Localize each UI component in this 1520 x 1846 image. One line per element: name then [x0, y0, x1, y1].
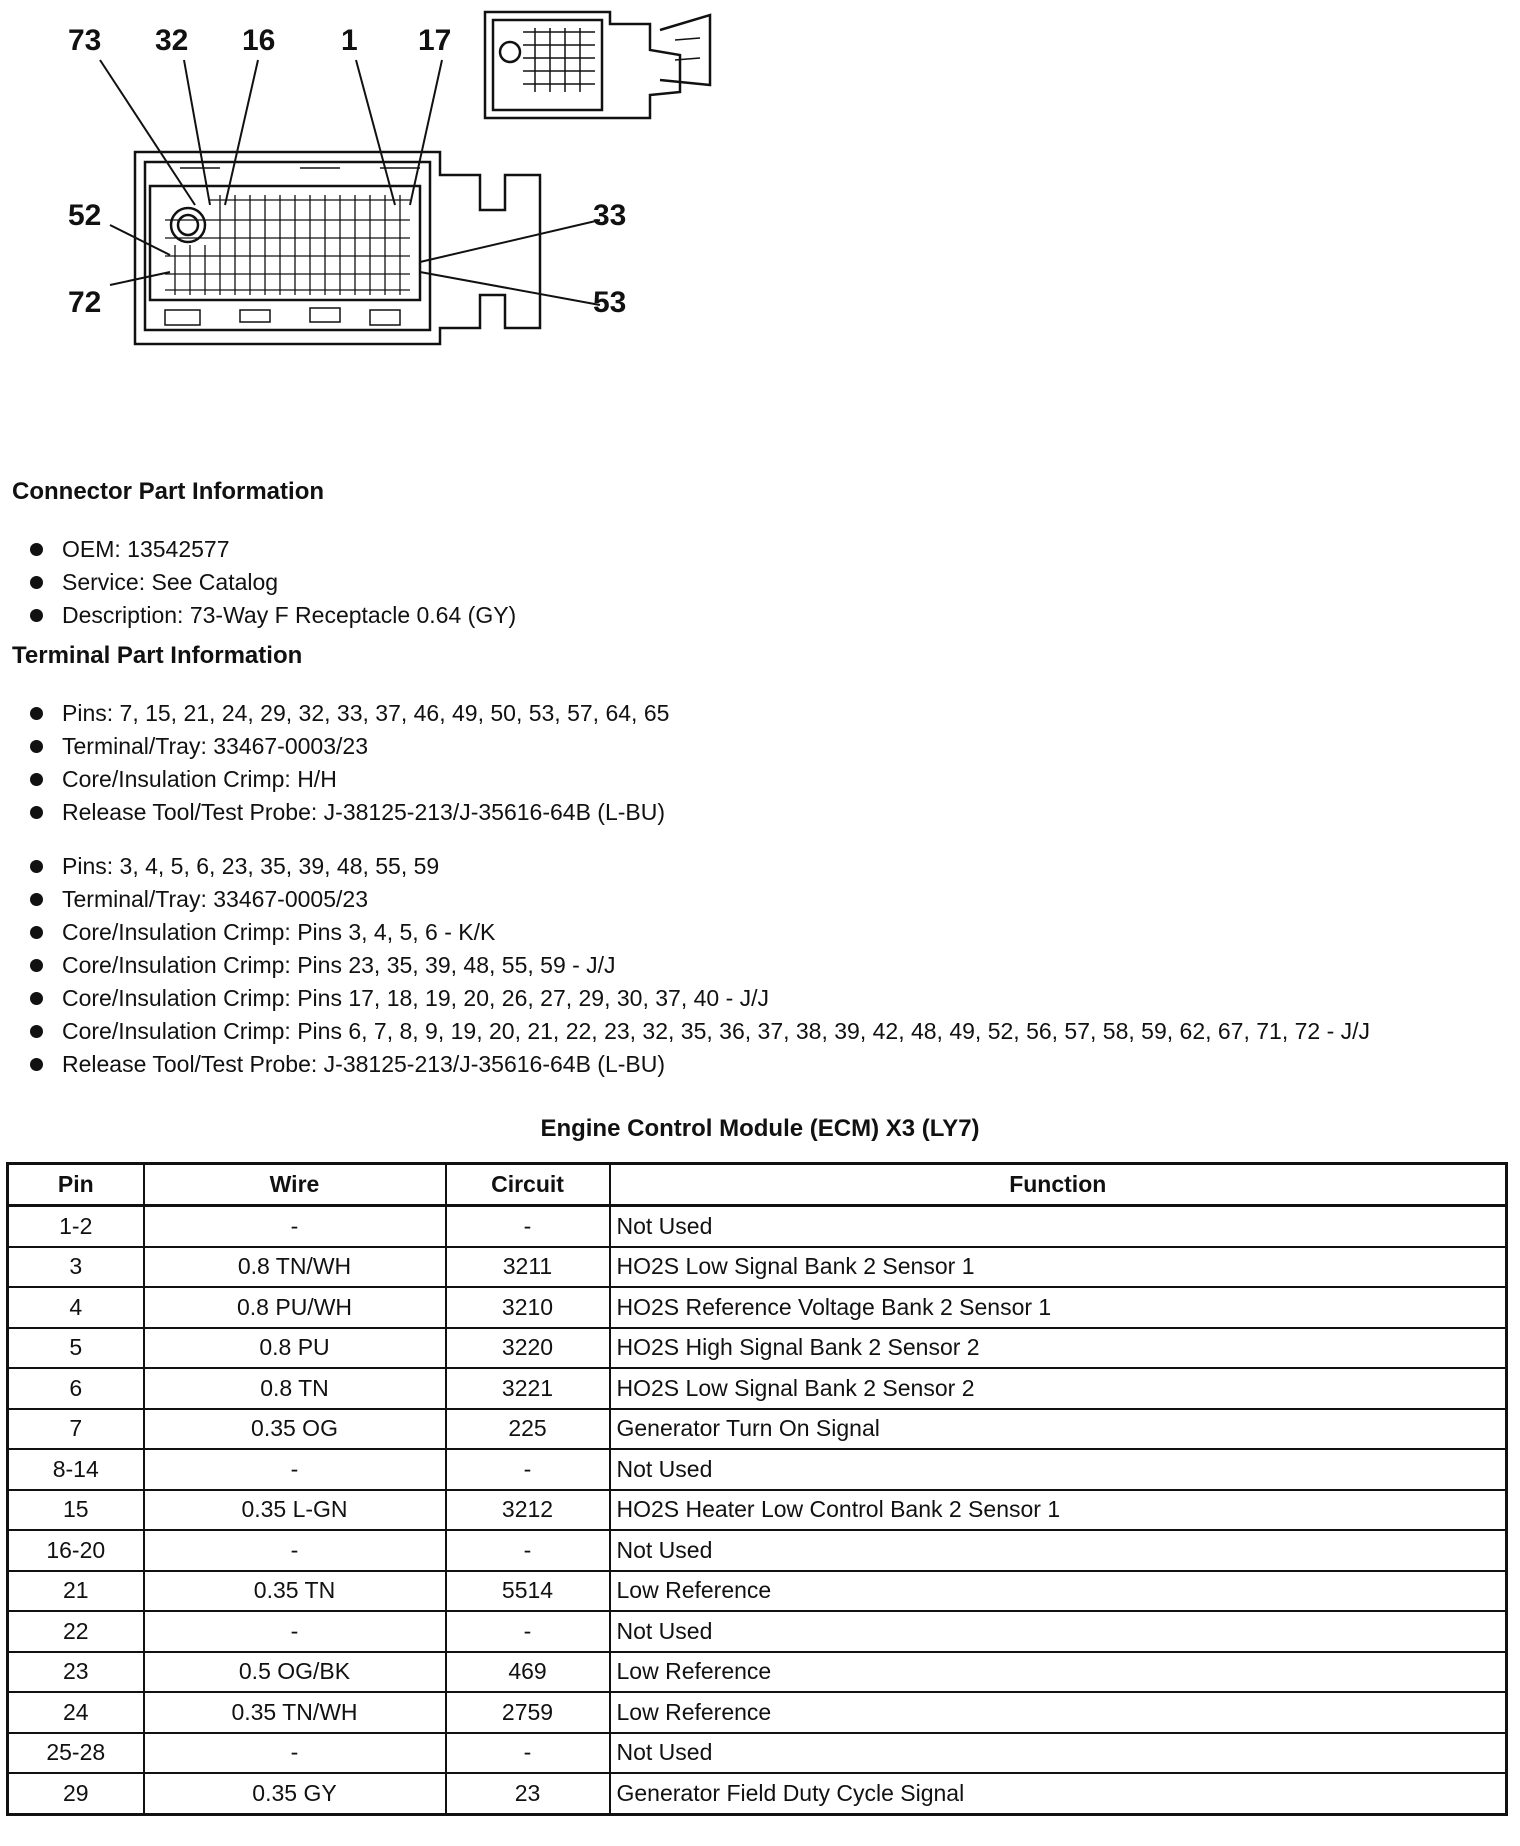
cell-function: HO2S Low Signal Bank 2 Sensor 1	[610, 1247, 1507, 1288]
terminal-info-list-1	[30, 697, 669, 829]
callout-17: 17	[418, 24, 452, 57]
terminal-section-title: Terminal Part Information	[12, 642, 303, 669]
list-item: Core/Insulation Crimp: Pins 23, 35, 39, 48, 55, 59 - J/J	[30, 949, 1370, 982]
cell-pin: 29	[8, 1773, 144, 1814]
cell-function: Generator Field Duty Cycle Signal	[610, 1773, 1507, 1814]
connector-section-title: Connector Part Information	[12, 478, 325, 505]
list-item: Core/Insulation Crimp: Pins 17, 18, 19, 20, 26, 27, 29, 30, 37, 40 - J/J	[30, 982, 1370, 1015]
bullet-icon	[30, 740, 43, 753]
bullet-icon	[30, 893, 43, 906]
cell-wire: 0.35 GY	[144, 1773, 446, 1814]
table-row	[8, 1571, 1507, 1612]
cell-function: Not Used	[610, 1449, 1507, 1490]
cell-circuit: 469	[446, 1652, 610, 1693]
callout-72: 72	[68, 286, 102, 319]
table-row	[8, 1692, 1507, 1733]
cell-function: HO2S Low Signal Bank 2 Sensor 2	[610, 1368, 1507, 1409]
table-row	[8, 1773, 1507, 1814]
bullet-icon	[30, 773, 43, 786]
callout-52: 52	[68, 199, 102, 232]
cell-circuit: 3210	[446, 1287, 610, 1328]
cell-pin: 25-28	[8, 1733, 144, 1774]
cell-circuit: 5514	[446, 1571, 610, 1612]
table-header-row	[8, 1164, 1507, 1206]
cell-wire: 0.5 OG/BK	[144, 1652, 446, 1693]
bullet-icon	[30, 926, 43, 939]
table-row	[8, 1368, 1507, 1409]
header-wire: Wire	[144, 1164, 446, 1206]
cell-function: HO2S High Signal Bank 2 Sensor 2	[610, 1328, 1507, 1369]
table-row	[8, 1206, 1507, 1247]
cell-function: Generator Turn On Signal	[610, 1409, 1507, 1450]
cell-function: HO2S Heater Low Control Bank 2 Sensor 1	[610, 1490, 1507, 1531]
cell-function: Not Used	[610, 1530, 1507, 1571]
cell-wire: -	[144, 1530, 446, 1571]
cell-wire: 0.8 TN	[144, 1368, 446, 1409]
cell-wire: 0.8 TN/WH	[144, 1247, 446, 1288]
bullet-icon	[30, 860, 43, 873]
callout-33: 33	[593, 199, 627, 232]
header-pin: Pin	[8, 1164, 144, 1206]
cell-circuit: -	[446, 1530, 610, 1571]
cell-function: HO2S Reference Voltage Bank 2 Sensor 1	[610, 1287, 1507, 1328]
list-item: Release Tool/Test Probe: J-38125-213/J-35616-64B (L-BU)	[30, 796, 669, 829]
bullet-icon	[30, 1058, 43, 1071]
cell-wire: 0.35 TN/WH	[144, 1692, 446, 1733]
cell-circuit: -	[446, 1206, 610, 1247]
cell-pin: 24	[8, 1692, 144, 1733]
cell-pin: 15	[8, 1490, 144, 1531]
list-item: Description: 73-Way F Receptacle 0.64 (GY)	[30, 599, 516, 632]
list-item: Release Tool/Test Probe: J-38125-213/J-35616-64B (L-BU)	[30, 1048, 1370, 1081]
cell-wire: 0.35 OG	[144, 1409, 446, 1450]
table-row	[8, 1490, 1507, 1531]
bullet-icon	[30, 1025, 43, 1038]
cell-function: Low Reference	[610, 1652, 1507, 1693]
header-circuit: Circuit	[446, 1164, 610, 1206]
cell-pin: 22	[8, 1611, 144, 1652]
cell-function: Not Used	[610, 1733, 1507, 1774]
cell-circuit: -	[446, 1449, 610, 1490]
cell-pin: 23	[8, 1652, 144, 1693]
cell-function: Not Used	[610, 1611, 1507, 1652]
cell-circuit: 225	[446, 1409, 610, 1450]
bullet-icon	[30, 707, 43, 720]
list-item: OEM: 13542577	[30, 533, 516, 566]
bullet-icon	[30, 959, 43, 972]
cell-pin: 1-2	[8, 1206, 144, 1247]
callout-16: 16	[242, 24, 276, 57]
terminal-info-list-2	[30, 850, 1370, 1081]
list-item: Terminal/Tray: 33467-0005/23	[30, 883, 1370, 916]
cell-circuit: 23	[446, 1773, 610, 1814]
table-row	[8, 1611, 1507, 1652]
cell-pin: 3	[8, 1247, 144, 1288]
cell-wire: 0.8 PU	[144, 1328, 446, 1369]
list-item: Core/Insulation Crimp: Pins 3, 4, 5, 6 - K/K	[30, 916, 1370, 949]
connector-info-list	[30, 533, 516, 632]
callout-32: 32	[155, 24, 189, 57]
table-title: Engine Control Module (ECM) X3 (LY7)	[540, 1115, 980, 1142]
connector-thumbnail	[485, 12, 710, 118]
cell-circuit: 3211	[446, 1247, 610, 1288]
cell-pin: 7	[8, 1409, 144, 1450]
cell-function: Low Reference	[610, 1692, 1507, 1733]
cell-pin: 4	[8, 1287, 144, 1328]
cell-pin: 16-20	[8, 1530, 144, 1571]
cell-circuit: 3220	[446, 1328, 610, 1369]
table-row	[8, 1530, 1507, 1571]
cell-wire: 0.35 L-GN	[144, 1490, 446, 1531]
cell-wire: 0.35 TN	[144, 1571, 446, 1612]
cell-wire: -	[144, 1206, 446, 1247]
cell-wire: -	[144, 1611, 446, 1652]
table-row	[8, 1287, 1507, 1328]
table-row	[8, 1328, 1507, 1369]
connector-diagram	[0, 0, 760, 380]
cell-pin: 6	[8, 1368, 144, 1409]
cell-function: Not Used	[610, 1206, 1507, 1247]
cell-wire: 0.8 PU/WH	[144, 1287, 446, 1328]
list-item: Pins: 7, 15, 21, 24, 29, 32, 33, 37, 46, 49, 50, 53, 57, 64, 65	[30, 697, 669, 730]
cell-circuit: 3221	[446, 1368, 610, 1409]
list-item: Pins: 3, 4, 5, 6, 23, 35, 39, 48, 55, 59	[30, 850, 1370, 883]
table-row	[8, 1652, 1507, 1693]
callout-1: 1	[341, 24, 358, 57]
cell-wire: -	[144, 1733, 446, 1774]
bullet-icon	[30, 806, 43, 819]
callout-53: 53	[593, 286, 627, 319]
cell-pin: 5	[8, 1328, 144, 1369]
bullet-icon	[30, 992, 43, 1005]
cell-pin: 21	[8, 1571, 144, 1612]
callout-73: 73	[68, 24, 102, 57]
table-row	[8, 1247, 1507, 1288]
table-row	[8, 1449, 1507, 1490]
cell-pin: 8-14	[8, 1449, 144, 1490]
list-item: Terminal/Tray: 33467-0003/23	[30, 730, 669, 763]
cell-circuit: -	[446, 1733, 610, 1774]
list-item: Service: See Catalog	[30, 566, 516, 599]
table-row	[8, 1409, 1507, 1450]
cell-circuit: 2759	[446, 1692, 610, 1733]
bullet-icon	[30, 609, 43, 622]
cell-function: Low Reference	[610, 1571, 1507, 1612]
pinout-table	[6, 1162, 1508, 1816]
cell-circuit: -	[446, 1611, 610, 1652]
bullet-icon	[30, 576, 43, 589]
bullet-icon	[30, 543, 43, 556]
header-function: Function	[610, 1164, 1507, 1206]
list-item: Core/Insulation Crimp: H/H	[30, 763, 669, 796]
cell-wire: -	[144, 1449, 446, 1490]
table-row	[8, 1733, 1507, 1774]
list-item: Core/Insulation Crimp: Pins 6, 7, 8, 9, 19, 20, 21, 22, 23, 32, 35, 36, 37, 38, 39, 42, 48, 49, 52, 56, 57, 58, 59, 62, 67, 71, 72 - J/J	[30, 1015, 1370, 1048]
cell-circuit: 3212	[446, 1490, 610, 1531]
